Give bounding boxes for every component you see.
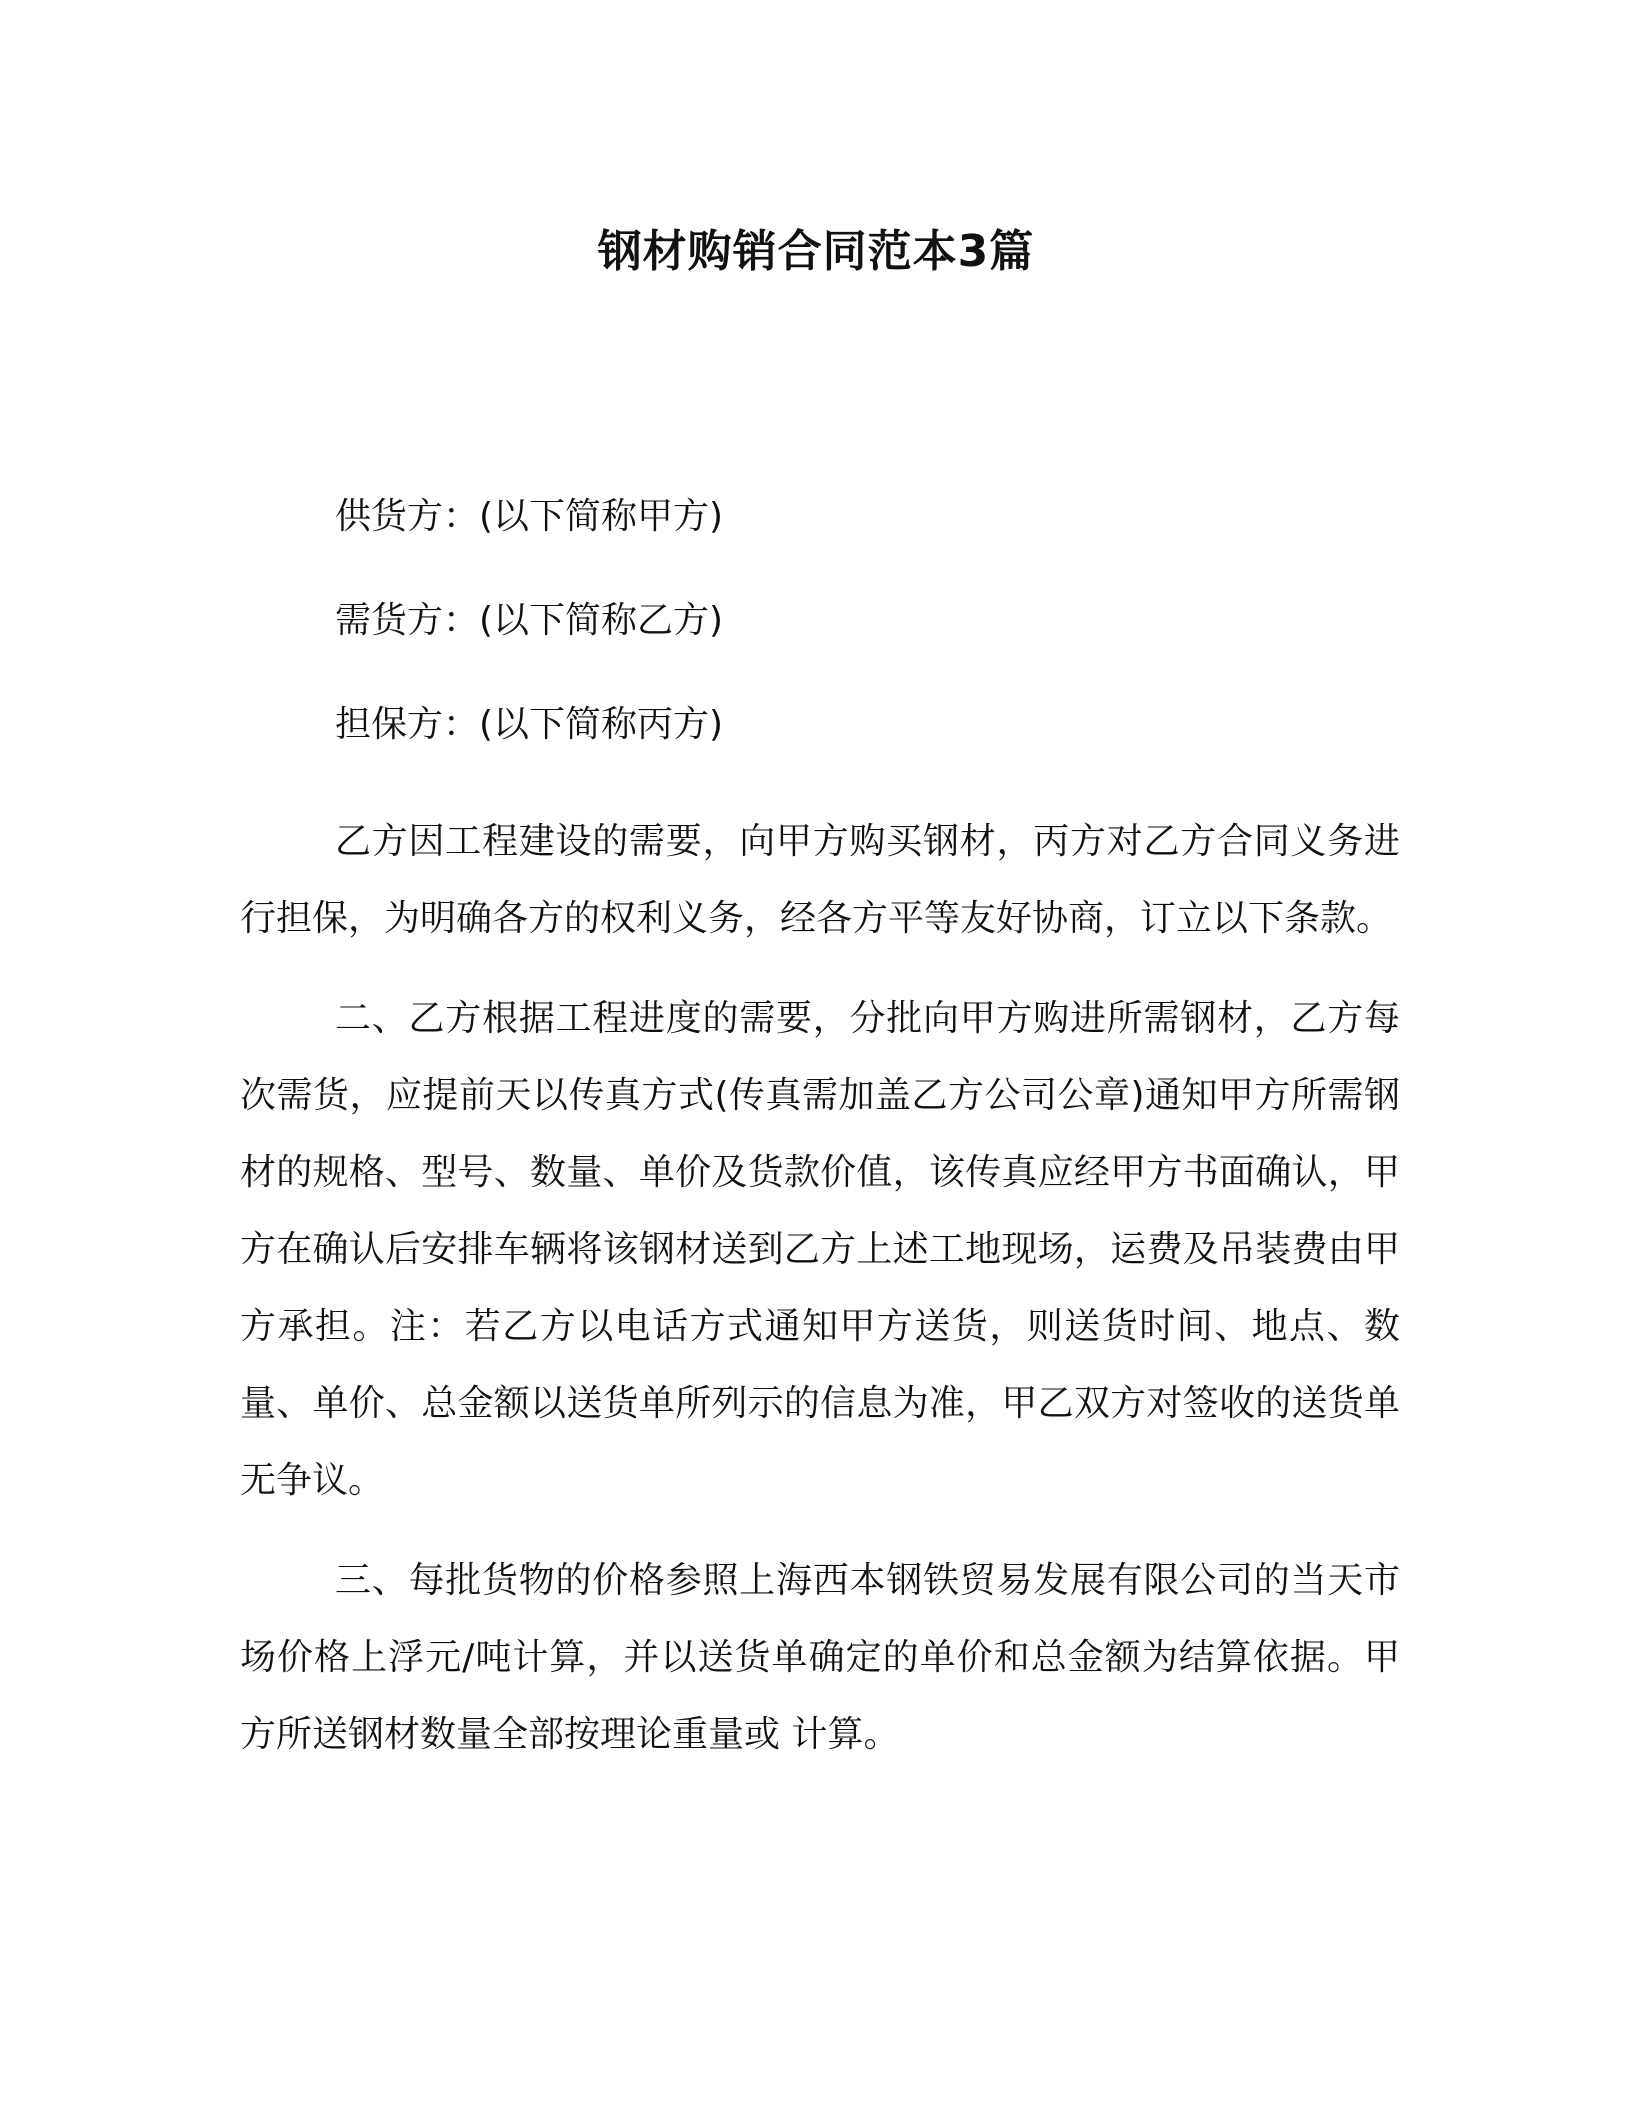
party-guarantor: 担保方：(以下简称丙方) bbox=[335, 704, 724, 745]
party-list bbox=[335, 490, 1435, 802]
party-buyer: 需货方：(以下简称乙方) bbox=[335, 600, 724, 641]
paragraph-clause-3: 三、每批货物的价格参照上海西本钢铁贸易发展有限公司的当天市场价格上浮元/吨计算，并以送货单确定的单价和总金额为结算依据。甲方所送钢材数量全部按理论重量或 计算。 bbox=[240, 1560, 1400, 1755]
party-supplier: 供货方：(以下简称甲方) bbox=[335, 496, 724, 537]
paragraph-clause-2: 二、乙方根据工程进度的需要，分批向甲方购进所需钢材，乙方每次需货，应提前天以传真方式(传真需加盖乙方公司公章)通知甲方所需钢材的规格、型号、数量、单价及货款价值，该传真应经甲方书面确认，甲方在确认后安排车辆将该钢材送到乙方上述工地现场，运费及吊装费由甲方承担。注：若乙方以电话方式通知甲方送货，则送货时间、地点、数量、单价、总金额以送货单所列示的信息为准，甲乙双方对签收的送货单无争议。 bbox=[240, 998, 1400, 1501]
document-title: 钢材购销合同范本3篇 bbox=[597, 226, 1035, 277]
paragraph-preamble: 乙方因工程建设的需要，向甲方购买钢材，丙方对乙方合同义务进行担保，为明确各方的权利义务，经各方平等友好协商，订立以下条款。 bbox=[240, 821, 1400, 939]
contract-body bbox=[240, 803, 1400, 1773]
